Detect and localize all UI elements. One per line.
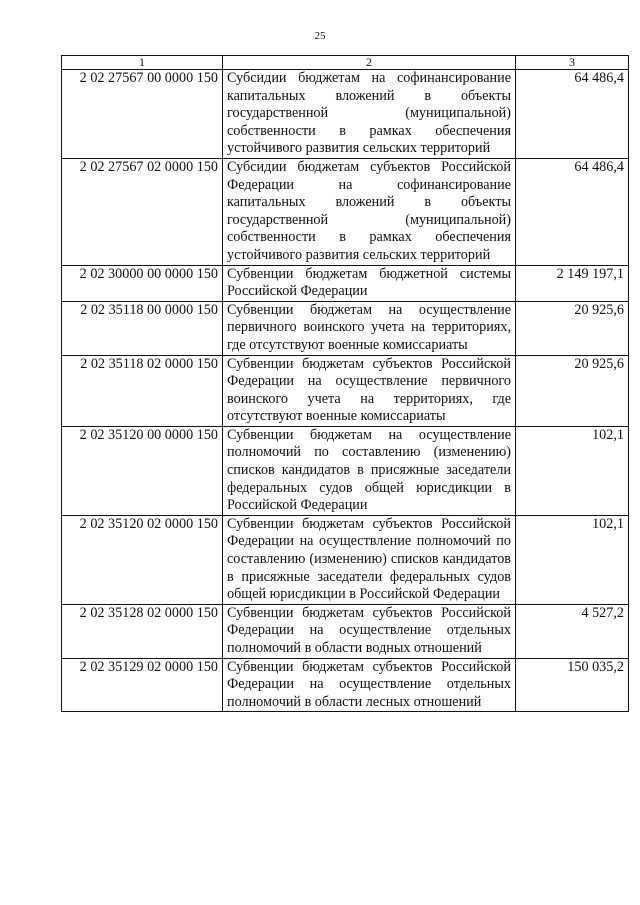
revenue-name: Субвенции бюджетам субъектов Российской Федерации на осуществление отдельных полномочий в области лесных отношений (223, 658, 516, 712)
table-row (62, 426, 629, 515)
classification-code: 2 02 35128 02 0000 150 (62, 604, 223, 658)
table-row (62, 265, 629, 301)
revenue-name: Субвенции бюджетам на осуществление полномочий по составлению (изменению) списков кандидатов в присяжные заседатели федеральных судов общей юрисдикции в Российской Федерации (223, 426, 516, 515)
revenue-name: Субвенции бюджетам субъектов Российской Федерации на осуществление первичного воинского учета на территориях, где отсутствуют военные комиссариаты (223, 355, 516, 426)
page-number: 25 (314, 30, 326, 42)
amount: 4 527,2 (516, 604, 629, 658)
amount: 64 486,4 (516, 70, 629, 159)
classification-code: 2 02 35120 00 0000 150 (62, 426, 223, 515)
table-row (62, 70, 629, 159)
revenue-name: Субвенции бюджетам бюджетной системы Российской Федерации (223, 265, 516, 301)
classification-code: 2 02 35120 02 0000 150 (62, 515, 223, 604)
table-row (62, 301, 629, 355)
table-row (62, 604, 629, 658)
classification-code: 2 02 30000 00 0000 150 (62, 265, 223, 301)
classification-code: 2 02 27567 02 0000 150 (62, 158, 223, 265)
amount: 102,1 (516, 515, 629, 604)
table-row (62, 658, 629, 712)
amount: 102,1 (516, 426, 629, 515)
column-header-3: 3 (516, 56, 629, 70)
revenue-name: Субвенции бюджетам субъектов Российской Федерации на осуществление отдельных полномочий в области водных отношений (223, 604, 516, 658)
budget-table (61, 55, 629, 712)
table-row (62, 515, 629, 604)
table-body (62, 70, 629, 712)
column-header-1: 1 (62, 56, 223, 70)
revenue-name: Субвенции бюджетам на осуществление первичного воинского учета на территориях, где отсутствуют военные комиссариаты (223, 301, 516, 355)
revenue-name: Субвенции бюджетам субъектов Российской Федерации на осуществление полномочий по составлению (изменению) списков кандидатов в присяжные заседатели федеральных судов общей юрисдикции в Российской Федерации (223, 515, 516, 604)
amount: 150 035,2 (516, 658, 629, 712)
amount: 64 486,4 (516, 158, 629, 265)
classification-code: 2 02 27567 00 0000 150 (62, 70, 223, 159)
table-row (62, 158, 629, 265)
table-row (62, 355, 629, 426)
classification-code: 2 02 35129 02 0000 150 (62, 658, 223, 712)
column-header-2: 2 (223, 56, 516, 70)
classification-code: 2 02 35118 02 0000 150 (62, 355, 223, 426)
revenue-name: Субсидии бюджетам на софинансирование капитальных вложений в объекты государственной (муниципальной) собственности в рамках обеспечения устойчивого развития сельских территорий (223, 70, 516, 159)
header-row (62, 56, 629, 70)
table-header (62, 56, 629, 70)
revenue-name: Субсидии бюджетам субъектов Российской Федерации на софинансирование капитальных вложений в объекты государственной (муниципальной) собственности в рамках обеспечения устойчивого развития сельских территорий (223, 158, 516, 265)
classification-code: 2 02 35118 00 0000 150 (62, 301, 223, 355)
amount: 20 925,6 (516, 301, 629, 355)
amount: 2 149 197,1 (516, 265, 629, 301)
amount: 20 925,6 (516, 355, 629, 426)
